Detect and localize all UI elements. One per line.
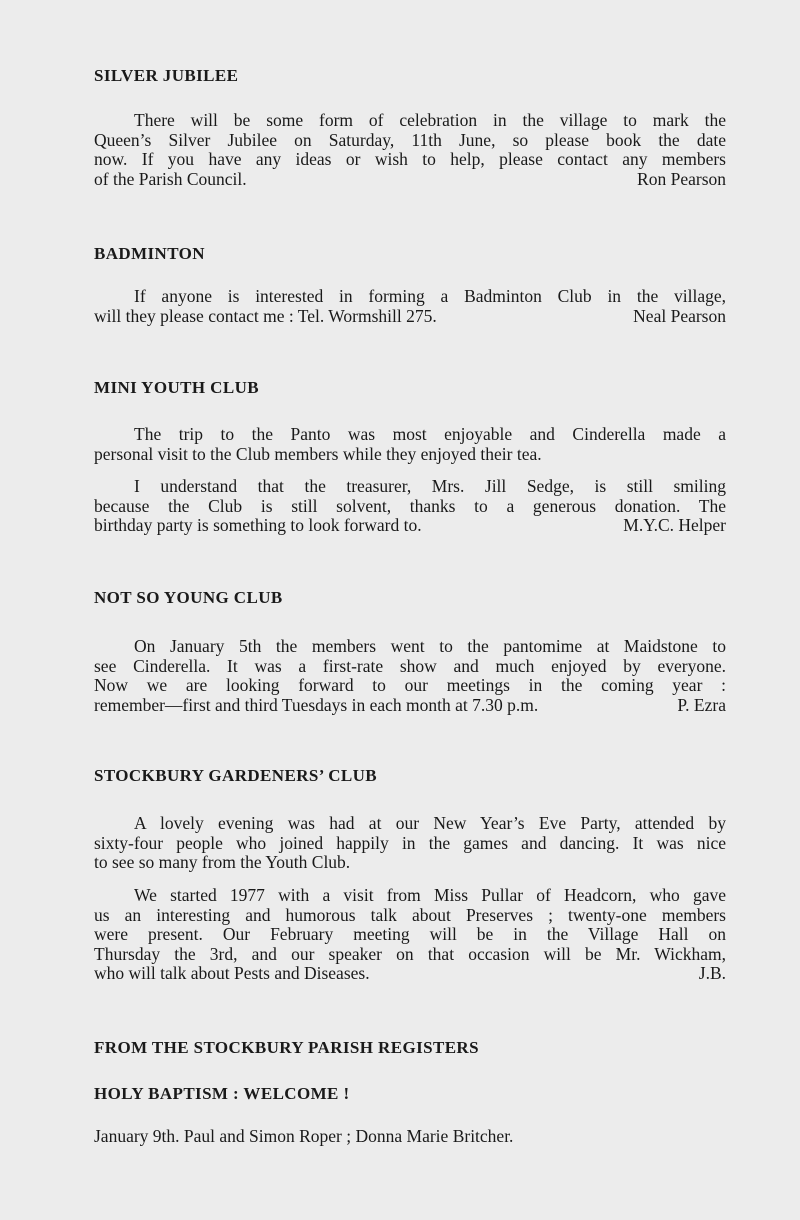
not-so-young-club-line-1: On January 5th the members went to the pantomime at Maidstone to xyxy=(134,636,726,656)
silver-jubilee-line-2: Queen’s Silver Jubilee on Saturday, 11th June, so please book the date xyxy=(94,129,726,150)
badminton-signature: Neal Pearson xyxy=(633,305,726,326)
mini-youth-club-p2-line-3: birthday party is something to look forward to. xyxy=(94,515,422,536)
newsletter-page xyxy=(94,0,726,1220)
gardeners-club-p1-line-1: A lovely evening was had at our New Year’s Eve Party, attended by xyxy=(134,813,726,833)
mini-youth-club-p1-line-2: personal visit to the Club members while they enjoyed their tea. xyxy=(94,443,542,464)
silver-jubilee-signature: Ron Pearson xyxy=(637,168,726,189)
holy-baptism-heading: HOLY BAPTISM : WELCOME ! xyxy=(94,1084,350,1103)
mini-youth-club-p2-line-2: because the Club is still solvent, thanks to a generous donation. The xyxy=(94,495,726,516)
badminton-line-1: If anyone is interested in forming a Badminton Club in the village, xyxy=(134,286,726,306)
silver-jubilee-last-row xyxy=(94,170,726,190)
not-so-young-club-signature: P. Ezra xyxy=(677,694,726,715)
mini-youth-club-signature: M.Y.C. Helper xyxy=(623,515,726,536)
gardeners-club-p2-line-1: We started 1977 with a visit from Miss Pullar of Headcorn, who gave xyxy=(134,885,726,905)
badminton-heading: BADMINTON xyxy=(94,244,205,263)
silver-jubilee-heading: SILVER JUBILEE xyxy=(94,66,239,85)
silver-jubilee-paragraph xyxy=(94,111,726,189)
mini-youth-club-p2-line-1: I understand that the treasurer, Mrs. Jill Sedge, is still smiling xyxy=(134,476,726,496)
gardeners-club-p2-line-2: us an interesting and humorous talk about Preserves ; twenty-one members xyxy=(94,904,726,925)
badminton-line-2: will they please contact me : Tel. Wormshill 275. xyxy=(94,305,437,326)
gardeners-club-paragraph-2 xyxy=(94,886,726,984)
not-so-young-club-line-4: remember—first and third Tuesdays in each month at 7.30 p.m. xyxy=(94,694,539,715)
silver-jubilee-line-4: of the Parish Council. xyxy=(94,168,247,189)
gardeners-club-p1-line-3: to see so many from the Youth Club. xyxy=(94,852,351,873)
baptism-entry: January 9th. Paul and Simon Roper ; Donna Marie Britcher. xyxy=(94,1126,514,1146)
gardeners-club-p2-line-4: Thursday the 3rd, and our speaker on that occasion will be Mr. Wickham, xyxy=(94,943,726,964)
mini-youth-club-paragraph-1 xyxy=(94,425,726,464)
silver-jubilee-line-3: now. If you have any ideas or wish to help, please contact any members xyxy=(94,149,726,170)
gardeners-club-paragraph-1 xyxy=(94,814,726,873)
mini-youth-club-paragraph-2 xyxy=(94,477,726,536)
gardeners-club-p2-line-5: who will talk about Pests and Diseases. xyxy=(94,963,370,984)
gardeners-club-p1-line-2: sixty-four people who joined happily in the games and dancing. It was nice xyxy=(94,832,726,853)
mini-youth-club-last-row xyxy=(94,516,726,536)
gardeners-club-p2-line-3: were present. Our February meeting will be in the Village Hall on xyxy=(94,924,726,945)
not-so-young-club-line-2: see Cinderella. It was a first-rate show and much enjoyed by everyone. xyxy=(94,655,726,676)
not-so-young-club-paragraph xyxy=(94,637,726,715)
not-so-young-club-line-3: Now we are looking forward to our meetings in the coming year : xyxy=(94,675,726,696)
mini-youth-club-heading: MINI YOUTH CLUB xyxy=(94,378,259,397)
badminton-paragraph xyxy=(94,287,726,326)
parish-registers-heading: FROM THE STOCKBURY PARISH REGISTERS xyxy=(94,1038,479,1057)
not-so-young-club-heading: NOT SO YOUNG CLUB xyxy=(94,588,283,607)
silver-jubilee-line-1: There will be some form of celebration in the village to mark the xyxy=(134,110,726,130)
gardeners-club-last-row xyxy=(94,964,726,984)
badminton-last-row xyxy=(94,307,726,327)
not-so-young-club-last-row xyxy=(94,696,726,716)
gardeners-club-signature: J.B. xyxy=(698,963,726,984)
gardeners-club-heading: STOCKBURY GARDENERS’ CLUB xyxy=(94,766,378,785)
mini-youth-club-p1-line-1: The trip to the Panto was most enjoyable and Cinderella made a xyxy=(134,424,726,444)
